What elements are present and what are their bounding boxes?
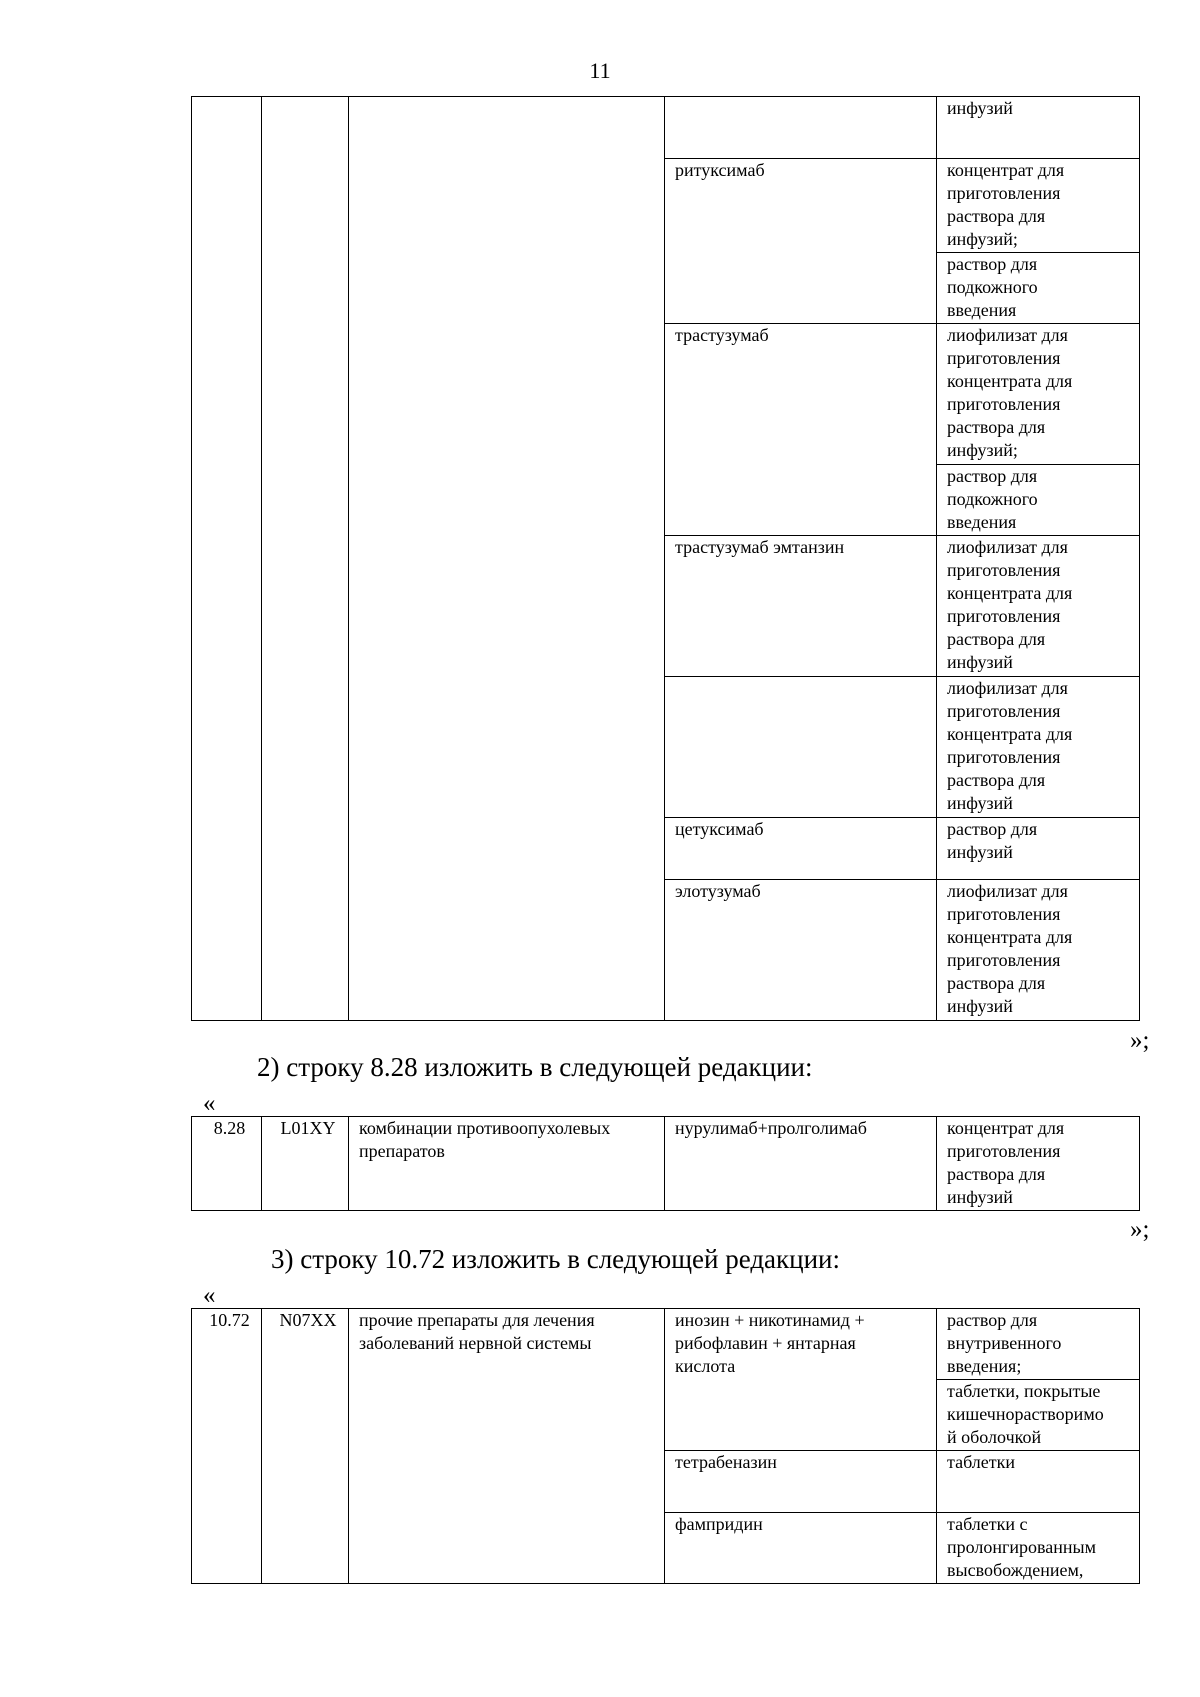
drug-table-row-8-28: [191, 1116, 1140, 1211]
dosage-form-cell: инфузий: [937, 97, 1140, 159]
inn-cell: инозин + никотинамид + рибофлавин + янтарная кислота: [665, 1309, 937, 1451]
dosage-form-cell: лиофилизат для приготовления концентрата для приготовления раствора для инфузий: [937, 880, 1140, 1021]
opening-quote: «: [203, 1282, 216, 1309]
inn-cell: фампридин: [665, 1513, 937, 1584]
dosage-form-cell: таблетки, покрытые кишечнорастворимо й оболочкой: [937, 1380, 1140, 1451]
inn-cell: ритуксимаб: [665, 159, 937, 324]
opening-quote: «: [203, 1090, 216, 1117]
dosage-form-cell: таблетки с пролонгированным высвобождением,: [937, 1513, 1140, 1584]
dosage-form-cell: лиофилизат для приготовления концентрата для приготовления раствора для инфузий: [937, 677, 1140, 818]
row-number-cell: 10.72: [192, 1309, 262, 1584]
closing-quote: »;: [1130, 1216, 1150, 1243]
closing-quote: »;: [1130, 1027, 1150, 1054]
group-name-cell: [349, 97, 665, 1021]
table-row: [192, 97, 1140, 159]
group-name-cell: прочие препараты для лечения заболеваний нервной системы: [349, 1309, 665, 1584]
dosage-form-cell: раствор для инфузий: [937, 818, 1140, 880]
inn-cell: трастузумаб: [665, 324, 937, 536]
inn-cell: нурулимаб+пролголимаб: [665, 1117, 937, 1211]
dosage-form-cell: раствор для внутривенного введения;: [937, 1309, 1140, 1380]
dosage-form-cell: концентрат для приготовления раствора для инфузий: [937, 1117, 1140, 1211]
page-number: 11: [589, 58, 611, 83]
group-name-cell: комбинации противоопухолевых препаратов: [349, 1117, 665, 1211]
amendment-instruction: 2) строку 8.28 изложить в следующей редакции:: [257, 1052, 813, 1082]
atc-code-cell: L01XY: [262, 1117, 349, 1211]
inn-cell: [665, 97, 937, 159]
inn-cell: [665, 677, 937, 818]
inn-cell: цетуксимаб: [665, 818, 937, 880]
dosage-form-cell: таблетки: [937, 1451, 1140, 1513]
amendment-instruction: 3) строку 10.72 изложить в следующей редакции:: [271, 1244, 841, 1274]
dosage-form-cell: концентрат для приготовления раствора для инфузий;: [937, 159, 1140, 253]
table-row: [192, 1117, 1140, 1211]
row-number-cell: [192, 97, 262, 1021]
dosage-form-cell: лиофилизат для приготовления концентрата для приготовления раствора для инфузий: [937, 536, 1140, 677]
atc-code-cell: [262, 97, 349, 1021]
dosage-form-cell: лиофилизат для приготовления концентрата для приготовления раствора для инфузий;: [937, 324, 1140, 465]
row-number-cell: 8.28: [192, 1117, 262, 1211]
inn-cell: элотузумаб: [665, 880, 937, 1021]
dosage-form-cell: раствор для подкожного введения: [937, 465, 1140, 536]
dosage-form-cell: раствор для подкожного введения: [937, 253, 1140, 324]
inn-cell: тетрабеназин: [665, 1451, 937, 1513]
table-row: [192, 1309, 1140, 1380]
drug-table-continued: [191, 96, 1140, 1021]
inn-cell: трастузумаб эмтанзин: [665, 536, 937, 677]
drug-table-row-10-72: [191, 1308, 1140, 1584]
atc-code-cell: N07XX: [262, 1309, 349, 1584]
